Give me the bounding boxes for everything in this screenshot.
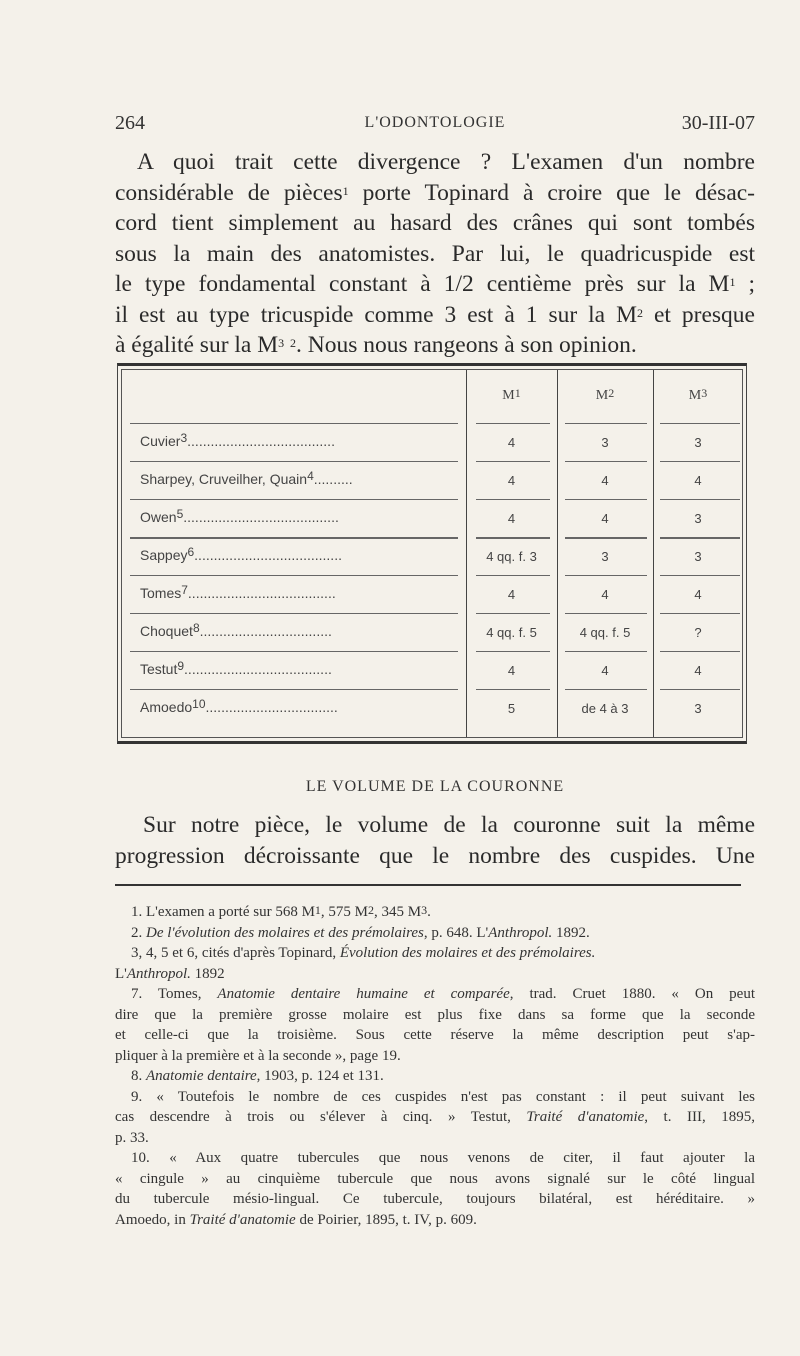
row-rule bbox=[565, 575, 647, 576]
row-rule bbox=[476, 423, 550, 424]
author-name: Testut$^9$...................................... bbox=[140, 661, 332, 677]
row-rule bbox=[565, 651, 647, 652]
author-name: Sappey$^6$...................................... bbox=[140, 547, 342, 563]
row-rule bbox=[660, 575, 740, 576]
row-rule bbox=[660, 461, 740, 462]
body-paragraph-2 bbox=[115, 810, 755, 871]
table-row bbox=[122, 653, 742, 689]
row-rule bbox=[130, 537, 458, 539]
footnote-9: 9. « Toutefois le nombre de ces cuspides n'est pas constant : il peut suivant les bbox=[131, 1088, 755, 1105]
text-line: il est au type tricuspide comme 3 est à 1 sur la $M^2$ et presque bbox=[115, 301, 755, 328]
footnote-10-cont: Amoedo, in Traité d'anatomie de Poirier, 1895, t. IV, p. 609. bbox=[115, 1211, 477, 1228]
m3-value: ? bbox=[694, 625, 702, 640]
footnote-7-cont: et celle-ci que la troisième. Sous cette réserve la même description peut s'ap- bbox=[115, 1027, 755, 1043]
m2-value: 3 bbox=[601, 549, 609, 564]
issue-date: 30-III-07 bbox=[681, 112, 755, 134]
row-rule bbox=[130, 499, 458, 500]
cusp-count-table bbox=[117, 363, 747, 744]
row-rule bbox=[476, 461, 550, 462]
row-rule bbox=[130, 689, 458, 690]
row-rule bbox=[565, 537, 647, 539]
table-row bbox=[122, 539, 742, 575]
row-rule bbox=[660, 689, 740, 690]
text-line: considérable de pièces$^1$ porte Topinard à croire que le désac- bbox=[115, 179, 755, 206]
text-line: le type fondamental constant à 1/2 centième près sur la $M^1$ ; bbox=[115, 271, 756, 297]
row-rule bbox=[476, 651, 550, 652]
author-name: Sharpey, Cruveilher, Quain$^4$.......... bbox=[140, 471, 353, 487]
m3-value: 3 bbox=[694, 511, 702, 526]
table-frame bbox=[121, 369, 743, 738]
m1-value: 4 bbox=[507, 435, 516, 450]
page-number: 264 bbox=[115, 112, 145, 134]
row-rule bbox=[476, 689, 550, 690]
row-rule bbox=[476, 537, 550, 539]
m2-value: 4 qq. f. 5 bbox=[579, 625, 631, 640]
table-row bbox=[122, 501, 742, 537]
text-line: Sur notre pièce, le volume de la couronne suit la même bbox=[143, 812, 755, 838]
text-line: cord tient simplement au hasard des crânes qui sont tombés bbox=[115, 210, 755, 236]
m1-value: 4 qq. f. 3 bbox=[486, 549, 537, 564]
m2-value: 3 bbox=[601, 435, 609, 450]
m3-value: 3 bbox=[694, 435, 702, 450]
row-rule bbox=[660, 613, 740, 614]
journal-title: L'ODONTOLOGIE bbox=[364, 114, 506, 131]
body-paragraph-1 bbox=[115, 147, 755, 361]
row-rule bbox=[130, 461, 458, 462]
footnote-3-6-cont: L'Anthropol. 1892 bbox=[115, 965, 225, 982]
footnote-3-6: 3, 4, 5 et 6, cités d'après Topinard, Évolution des molaires et des prémolaires. bbox=[131, 945, 596, 961]
column-header-m2: $M^2$ bbox=[595, 386, 615, 403]
m1-value: 4 bbox=[507, 473, 516, 488]
author-name: Amoedo$^{10}$.................................. bbox=[140, 699, 338, 715]
table-row bbox=[122, 691, 742, 727]
m3-value: 4 bbox=[694, 473, 702, 488]
m2-value: 4 bbox=[601, 511, 609, 526]
row-rule bbox=[476, 499, 550, 500]
footnote-7-cont: pliquer à la première et à la seconde », page 19. bbox=[115, 1047, 401, 1064]
table-row bbox=[122, 463, 742, 499]
text-line: sous la main des anatomistes. Par lui, le quadricuspide est bbox=[115, 240, 755, 267]
row-rule bbox=[565, 499, 647, 500]
m3-value: 3 bbox=[694, 549, 702, 564]
row-rule bbox=[660, 537, 740, 539]
footnote-2: 2. De l'évolution des molaires et des prémolaires, p. 648. L'Anthropol. 1892. bbox=[131, 924, 590, 941]
footnote-rule bbox=[115, 884, 741, 886]
m1-value: 4 bbox=[507, 663, 516, 678]
table-row bbox=[122, 577, 742, 613]
footnote-8: 8. Anatomie dentaire, 1903, p. 124 et 131. bbox=[131, 1068, 384, 1084]
author-name: Choquet$^8$.................................. bbox=[140, 623, 332, 639]
m1-value: 4 qq. f. 5 bbox=[486, 625, 537, 640]
author-name: Cuvier$^3$...................................... bbox=[140, 433, 335, 449]
m1-value: 4 bbox=[507, 587, 516, 602]
row-rule bbox=[565, 613, 647, 614]
footnote-1: 1. L'examen a porté sur 568 $M^1$, 575 $M^2$, 345 $M^3$. bbox=[131, 903, 431, 920]
m2-value: 4 bbox=[601, 473, 609, 488]
footnote-10: 10. « Aux quatre tubercules que nous venons de citer, il faut ajouter la bbox=[131, 1150, 755, 1166]
m3-value: 4 bbox=[694, 587, 702, 602]
row-rule bbox=[130, 423, 458, 424]
row-rule bbox=[130, 651, 458, 652]
text-line: progression décroissante que le nombre des cuspides. Une bbox=[115, 842, 755, 869]
m2-value: 4 bbox=[601, 587, 609, 602]
m2-value: de 4 à 3 bbox=[581, 701, 629, 716]
author-name: Owen$^5$........................................ bbox=[140, 509, 339, 525]
table-row bbox=[122, 425, 742, 461]
footnote-10-cont: du tubercule mésio-lingual. Ce tubercule, toujours bilatéral, est héréditaire. » bbox=[115, 1191, 755, 1207]
table-row bbox=[122, 615, 742, 651]
row-rule bbox=[660, 651, 740, 652]
column-header-m3: $M^3$ bbox=[688, 386, 708, 403]
m3-value: 4 bbox=[694, 663, 702, 678]
footnote-7-cont: dire que la première grosse molaire est plus fixe dans sa forme que la seconde bbox=[115, 1006, 755, 1023]
row-rule bbox=[565, 689, 647, 690]
row-rule bbox=[660, 423, 740, 424]
m1-value: 5 bbox=[507, 701, 516, 716]
column-header-m1: $M^1$ bbox=[502, 386, 521, 403]
running-header bbox=[115, 112, 755, 140]
row-rule bbox=[660, 499, 740, 500]
row-rule bbox=[130, 613, 458, 614]
text-line: à égalité sur la $M^3$ $^2$. Nous nous rangeons à son opinion. bbox=[115, 332, 637, 358]
m3-value: 3 bbox=[694, 701, 702, 716]
footnote-7: 7. Tomes, Anatomie dentaire humaine et comparée, trad. Cruet 1880. « On peut bbox=[131, 986, 755, 1002]
footnote-9-cont: cas descendre à trois ou s'élever à cinq. » Testut, Traité d'anatomie, t. III, 1895, bbox=[115, 1109, 755, 1125]
row-rule bbox=[476, 575, 550, 576]
row-rule bbox=[565, 423, 647, 424]
author-name: Tomes$^7$...................................... bbox=[140, 585, 336, 601]
footnote-10-cont: « cingule » au cinquième tubercule que nous avons signalé sur le côté lingual bbox=[115, 1170, 755, 1187]
row-rule bbox=[565, 461, 647, 462]
row-rule bbox=[130, 575, 458, 576]
footnote-9-cont: p. 33. bbox=[115, 1129, 149, 1146]
footnotes bbox=[115, 902, 755, 1230]
m2-value: 4 bbox=[601, 663, 609, 678]
row-rule bbox=[476, 613, 550, 614]
text-line: A quoi trait cette divergence ? L'examen d'un nombre bbox=[137, 149, 755, 175]
m1-value: 4 bbox=[507, 511, 516, 526]
section-heading: LE VOLUME DE LA COURONNE bbox=[305, 778, 565, 795]
